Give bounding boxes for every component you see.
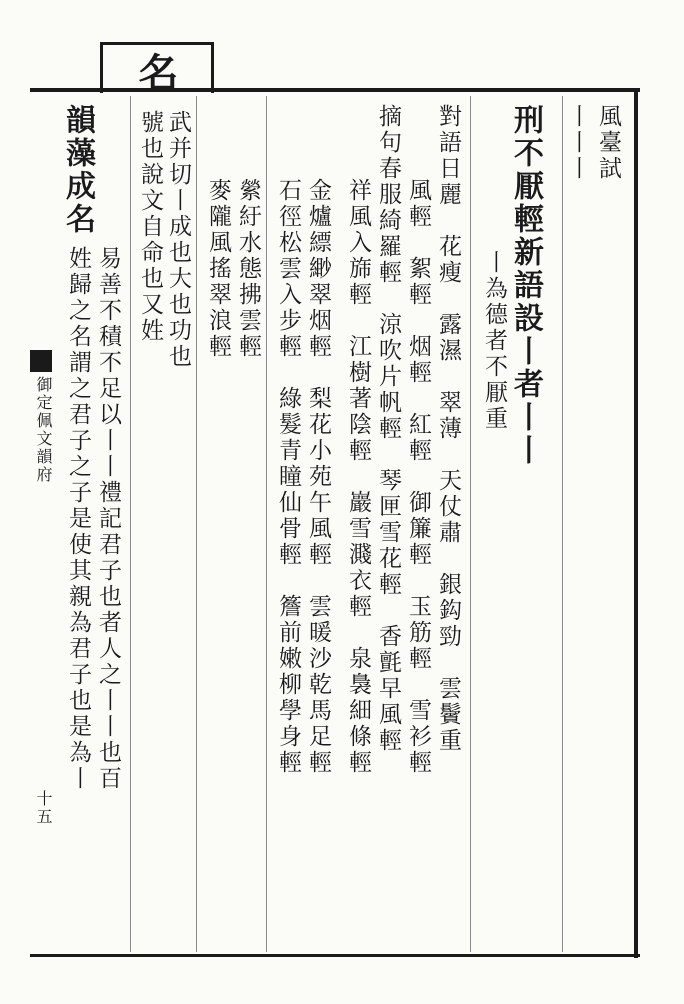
text-column-8: 祥風入旆輕 江樹著陰輕 巖雪濺衣輕 泉裊細條輕: [345, 178, 371, 776]
text-column-4: 丨為德者不厭重: [481, 250, 507, 432]
page-number: 十五: [34, 790, 53, 826]
text-column-16: 姓歸之名謂之君子之子是使其親為君子也是為丨: [65, 246, 91, 792]
text-column-7: 摘句春服綺羅輕 涼吹片帆輕 琴匣雪花輕 香氈早風輕: [375, 104, 401, 754]
text-column-13: 武并切丨成也大也功也: [165, 110, 191, 370]
book-title: 御定佩文韻府: [34, 376, 53, 484]
text-column-9: 金爐縹緲翠烟輕 梨花小苑午風輕 雲暖沙乾馬足輕: [305, 178, 331, 776]
text-column-5: 對語日麗 花瘦 露濕 翠薄 天仗肅 銀鈎勁 雲鬢重: [435, 104, 461, 754]
column-divider: [562, 96, 563, 952]
text-column-11: 縈紆水態拂雲輕: [235, 178, 261, 360]
column-divider: [130, 96, 131, 952]
text-column-15: 易善不積不足以丨丨禮記君子也者人之丨丨也百: [95, 246, 121, 792]
text-column-6: 風輕 絮輕 烟輕 紅輕 御簾輕 玉筋輕 雪衫輕: [405, 178, 431, 776]
text-column-14: 號也說文自命也又姓: [137, 110, 163, 344]
text-column-10: 石徑松雲入步輕 綠髮青瞳仙骨輕 簷前嫩柳學身輕: [275, 178, 301, 776]
text-column-12: 麥隴風搖翠浪輕: [205, 178, 231, 360]
frame-right-rule: [634, 88, 638, 958]
rhyme-heading: 名: [132, 52, 179, 95]
column-divider: [196, 96, 197, 952]
margin-marker: [30, 350, 52, 372]
text-column-3: 刑不厭輕新語設丨者丨丨: [508, 104, 543, 467]
frame-top-rule: [30, 88, 640, 92]
frame-bottom-rule: [30, 954, 640, 957]
column-divider: [470, 96, 471, 952]
category-heading: 韻藻成名: [60, 104, 95, 236]
text-column-1: 風臺試: [595, 104, 621, 182]
column-divider: [266, 96, 267, 952]
text-column-2: 丨丨丨: [564, 104, 590, 182]
